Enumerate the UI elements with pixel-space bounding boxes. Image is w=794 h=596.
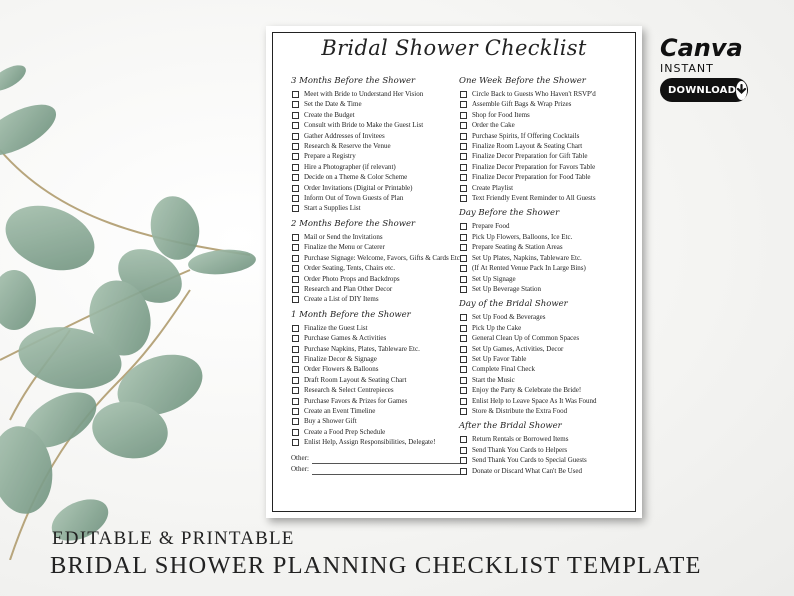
checklist-item-label: (If At Rented Venue Pack In Large Bins) bbox=[472, 264, 586, 273]
checklist-item bbox=[291, 99, 463, 109]
checklist-item-label: Research and Plan Other Decor bbox=[304, 284, 393, 293]
download-badge bbox=[660, 78, 748, 102]
checklist-item-label: Create a List of DIY Items bbox=[304, 295, 379, 304]
checklist-item-label: Prepare Food bbox=[472, 222, 510, 231]
eucalyptus-branch-image bbox=[0, 0, 280, 560]
checkbox-icon[interactable] bbox=[460, 133, 467, 140]
checklist-item-label: Finalize Decor Preparation for Gift Table bbox=[472, 152, 588, 161]
other-line[interactable] bbox=[291, 464, 463, 475]
checklist-item bbox=[291, 263, 463, 273]
section-heading: 3 Months Before the Shower bbox=[291, 76, 416, 86]
checkbox-icon[interactable] bbox=[292, 276, 299, 283]
checklist-item bbox=[291, 203, 463, 213]
checklist-item-label: Create the Budget bbox=[304, 110, 355, 119]
canva-brand bbox=[660, 36, 750, 102]
checklist-item bbox=[459, 466, 631, 476]
checklist-item-label: Pick Up the Cake bbox=[472, 323, 522, 332]
checkbox-icon[interactable] bbox=[460, 387, 467, 394]
checklist-item bbox=[459, 274, 631, 284]
right-column bbox=[459, 76, 631, 481]
checkbox-icon[interactable] bbox=[292, 234, 299, 241]
checklist-item-label: Purchase Favors & Prizes for Games bbox=[304, 396, 408, 405]
checklist-item-label: Text Friendly Event Reminder to All Guests bbox=[472, 194, 596, 203]
checklist-item-label: Prepare Seating & Station Areas bbox=[472, 243, 563, 252]
checkbox-icon[interactable] bbox=[292, 356, 299, 363]
checkbox-icon[interactable] bbox=[460, 122, 467, 129]
checklist-item-label: Finalize the Guest List bbox=[304, 323, 368, 332]
section-heading: 1 Month Before the Shower bbox=[291, 309, 411, 320]
checkbox-icon[interactable] bbox=[292, 91, 299, 98]
checklist-item bbox=[459, 131, 631, 141]
checkbox-icon[interactable] bbox=[460, 255, 467, 262]
checklist-item bbox=[291, 344, 463, 354]
checkbox-icon[interactable] bbox=[460, 91, 467, 98]
checkbox-icon[interactable] bbox=[292, 143, 299, 150]
section-heading: After the Bridal Shower bbox=[459, 421, 562, 432]
checkbox-icon[interactable] bbox=[292, 174, 299, 181]
checkbox-icon[interactable] bbox=[292, 398, 299, 405]
checkbox-icon[interactable] bbox=[460, 325, 467, 332]
checklist-item bbox=[459, 385, 631, 395]
checklist-item bbox=[459, 312, 631, 322]
checklist-item bbox=[459, 333, 631, 343]
checkbox-icon[interactable] bbox=[292, 387, 299, 394]
checklist-item-label: Enjoy the Party & Celebrate the Bride! bbox=[472, 386, 582, 395]
checklist-item-label: Set the Date & Time bbox=[304, 100, 362, 109]
checklist-item-label: Send Thank You Cards to Special Guests bbox=[472, 456, 587, 465]
checklist-item bbox=[291, 416, 463, 426]
checkbox-icon[interactable] bbox=[460, 457, 467, 464]
checklist-item bbox=[459, 263, 631, 273]
checklist-item bbox=[291, 323, 463, 333]
checklist-item-label: Start the Music bbox=[472, 375, 515, 384]
checkbox-icon[interactable] bbox=[460, 234, 467, 241]
tagline-title: BRIDAL SHOWER PLANNING CHECKLIST TEMPLATE bbox=[50, 552, 702, 579]
checklist-item-label: Order Invitations (Digital or Printable) bbox=[304, 183, 413, 192]
checklist-item-label: Research & Reserve the Venue bbox=[304, 142, 391, 151]
checklist-section bbox=[459, 208, 631, 294]
checklist-item bbox=[291, 131, 463, 141]
checklist-item-label: Enlist Help to Leave Space As It Was Found bbox=[472, 396, 597, 405]
checklist-item bbox=[291, 89, 463, 99]
checklist-item-label: Set Up Food & Beverages bbox=[472, 313, 546, 322]
checklist-sheet bbox=[266, 26, 642, 518]
checkbox-icon[interactable] bbox=[460, 356, 467, 363]
checkbox-icon[interactable] bbox=[460, 346, 467, 353]
checklist-item-label: Prepare a Registry bbox=[304, 152, 356, 161]
checklist-item-label: Finalize Decor Preparation for Favors Table bbox=[472, 162, 596, 171]
checklist-item-label: Order Photo Props and Backdrops bbox=[304, 274, 400, 283]
checkbox-icon[interactable] bbox=[460, 314, 467, 321]
checkbox-icon[interactable] bbox=[292, 346, 299, 353]
checklist-item-label: Mail or Send the Invitations bbox=[304, 232, 383, 241]
checkbox-icon[interactable] bbox=[460, 223, 467, 230]
checklist-item-label: Draft Room Layout & Seating Chart bbox=[304, 375, 407, 384]
checklist-item-label: Set Up Beverage Station bbox=[472, 284, 542, 293]
checklist-item-label: Purchase Games & Activities bbox=[304, 334, 387, 343]
checkbox-icon[interactable] bbox=[460, 447, 467, 454]
checklist-item-label: Enlist Help, Assign Responsibilities, Delegate! bbox=[304, 438, 436, 447]
other-label: Other: bbox=[291, 453, 309, 462]
checklist-item bbox=[459, 396, 631, 406]
checklist-item bbox=[459, 183, 631, 193]
checklist-item bbox=[459, 110, 631, 120]
checklist-item-label: Return Rentals or Borrowed Items bbox=[472, 435, 569, 444]
sheet-title: Bridal Shower Checklist bbox=[321, 36, 587, 60]
checkbox-icon[interactable] bbox=[292, 255, 299, 262]
checklist-section bbox=[291, 76, 463, 214]
checkbox-icon[interactable] bbox=[460, 185, 467, 192]
checkbox-icon[interactable] bbox=[292, 439, 299, 446]
checklist-item bbox=[459, 221, 631, 231]
checkbox-icon[interactable] bbox=[460, 436, 467, 443]
checklist-item bbox=[291, 406, 463, 416]
checkbox-icon[interactable] bbox=[292, 286, 299, 293]
checklist-item bbox=[291, 364, 463, 374]
checkbox-icon[interactable] bbox=[292, 185, 299, 192]
checklist-item bbox=[291, 427, 463, 437]
other-line[interactable] bbox=[291, 453, 463, 464]
checkbox-icon[interactable] bbox=[460, 174, 467, 181]
download-arrow-icon bbox=[736, 81, 747, 100]
checklist-item-label: Order Flowers & Balloons bbox=[304, 365, 379, 374]
checklist-item bbox=[291, 172, 463, 182]
checkbox-icon[interactable] bbox=[292, 377, 299, 384]
checklist-item-label: Shop for Food Items bbox=[472, 110, 530, 119]
checklist-item-label: Donate or Discard What Can't Be Used bbox=[472, 466, 582, 475]
checkbox-icon[interactable] bbox=[292, 265, 299, 272]
checkbox-icon[interactable] bbox=[460, 101, 467, 108]
checklist-item-label: Purchase Napkins, Plates, Tableware Etc. bbox=[304, 344, 420, 353]
checklist-item-label: Hire a Photographer (if relevant) bbox=[304, 162, 396, 171]
write-in-line[interactable] bbox=[312, 455, 463, 464]
checklist-item bbox=[459, 284, 631, 294]
other-label: Other: bbox=[291, 464, 309, 473]
checkbox-icon[interactable] bbox=[292, 133, 299, 140]
checkbox-icon[interactable] bbox=[460, 335, 467, 342]
checklist-item bbox=[291, 333, 463, 343]
checklist-item-label: Assemble Gift Bags & Wrap Prizes bbox=[472, 100, 572, 109]
tagline-editable-printable: EDITABLE & PRINTABLE bbox=[52, 528, 295, 549]
checklist-item-label: Set Up Plates, Napkins, Tableware Etc. bbox=[472, 253, 582, 262]
checklist-item bbox=[459, 375, 631, 385]
checklist-item-label: Research & Select Centrepieces bbox=[304, 386, 394, 395]
checkbox-icon[interactable] bbox=[460, 244, 467, 251]
checkbox-icon[interactable] bbox=[460, 195, 467, 202]
download-label: DOWNLOAD bbox=[668, 84, 737, 96]
section-heading: Day of the Bridal Shower bbox=[459, 299, 568, 310]
checklist-item-label: Purchase Spirits, If Offering Cocktails bbox=[472, 131, 580, 140]
checklist-item-label: Complete Final Check bbox=[472, 365, 535, 374]
checklist-item bbox=[459, 445, 631, 455]
checkbox-icon[interactable] bbox=[292, 366, 299, 373]
checkbox-icon[interactable] bbox=[460, 153, 467, 160]
checklist-item-label: Pick Up Flowers, Balloons, Ice Etc. bbox=[472, 232, 573, 241]
checklist-item bbox=[459, 172, 631, 182]
checklist-item-label: Decide on a Theme & Color Scheme bbox=[304, 173, 408, 182]
checklist-item-label: Purchase Signage: Welcome, Favors, Gifts & Cards Etc. bbox=[304, 253, 462, 262]
checklist-item-label: Finalize Room Layout & Seating Chart bbox=[472, 142, 583, 151]
checkbox-icon[interactable] bbox=[460, 468, 467, 475]
checklist-item-label: Create Playlist bbox=[472, 183, 514, 192]
instant-label: INSTANT bbox=[660, 62, 714, 75]
checklist-item bbox=[291, 354, 463, 364]
section-heading: Day Before the Shower bbox=[459, 208, 560, 219]
checkbox-icon[interactable] bbox=[292, 408, 299, 415]
checklist-item bbox=[459, 323, 631, 333]
checklist-item-label: Set Up Favor Table bbox=[472, 354, 527, 363]
checklist-item-label: Create a Food Prep Schedule bbox=[304, 427, 386, 436]
checklist-section bbox=[459, 76, 631, 203]
checklist-item bbox=[291, 232, 463, 242]
checklist-item bbox=[459, 344, 631, 354]
checklist-item bbox=[459, 253, 631, 263]
checkbox-icon[interactable] bbox=[292, 244, 299, 251]
checklist-item-label: Start a Supplies List bbox=[304, 204, 361, 213]
checklist-item-label: Consult with Bride to Make the Guest List bbox=[304, 121, 424, 130]
checklist-item-label: Finalize Decor Preparation for Food Table bbox=[472, 173, 591, 182]
checklist-item bbox=[459, 364, 631, 374]
checklist-item bbox=[291, 274, 463, 284]
checklist-item bbox=[291, 242, 463, 252]
checkbox-icon[interactable] bbox=[292, 101, 299, 108]
checklist-item bbox=[459, 89, 631, 99]
checklist-item bbox=[291, 375, 463, 385]
checklist-item-label: Create an Event Timeline bbox=[304, 406, 376, 415]
canva-logo: Canva bbox=[660, 34, 743, 62]
checklist-item bbox=[459, 406, 631, 416]
checklist-item bbox=[459, 434, 631, 444]
checkbox-icon[interactable] bbox=[460, 164, 467, 171]
checkbox-icon[interactable] bbox=[292, 153, 299, 160]
checklist-item-label: Gather Addresses of Invitees bbox=[304, 131, 385, 140]
checkbox-icon[interactable] bbox=[292, 205, 299, 212]
checkbox-icon[interactable] bbox=[460, 276, 467, 283]
checkbox-icon[interactable] bbox=[460, 112, 467, 119]
checklist-item-label: Order Seating, Tents, Chairs etc. bbox=[304, 264, 395, 273]
section-heading: One Week Before the Shower bbox=[459, 76, 586, 86]
checkbox-icon[interactable] bbox=[460, 377, 467, 384]
checklist-item-label: Set Up Games, Activities, Decor bbox=[472, 344, 564, 353]
checklist-item bbox=[291, 284, 463, 294]
checkbox-icon[interactable] bbox=[292, 122, 299, 129]
checklist-section bbox=[459, 421, 631, 476]
checkbox-icon[interactable] bbox=[292, 164, 299, 171]
checkbox-icon[interactable] bbox=[292, 112, 299, 119]
checklist-item bbox=[459, 151, 631, 161]
checklist-item bbox=[291, 151, 463, 161]
checklist-item bbox=[459, 99, 631, 109]
checklist-item bbox=[291, 141, 463, 151]
left-column bbox=[291, 76, 463, 475]
checklist-item-label: Circle Back to Guests Who Haven't RSVP'd bbox=[472, 90, 596, 98]
checklist-item bbox=[291, 183, 463, 193]
checkbox-icon[interactable] bbox=[460, 143, 467, 150]
checklist-item bbox=[291, 437, 463, 447]
checkbox-icon[interactable] bbox=[292, 195, 299, 202]
checklist-item bbox=[291, 110, 463, 120]
checklist-item bbox=[291, 193, 463, 203]
checklist-item bbox=[291, 294, 463, 304]
checklist-item bbox=[459, 354, 631, 364]
checklist-item bbox=[459, 141, 631, 151]
checkbox-icon[interactable] bbox=[460, 265, 467, 272]
checklist-item-label: Inform Out of Town Guests of Plan bbox=[304, 194, 404, 203]
checklist-item-label: Finalize Decor & Signage bbox=[304, 354, 377, 363]
checklist-item bbox=[291, 396, 463, 406]
checklist-item bbox=[459, 455, 631, 465]
checklist-item-label: Buy a Shower Gift bbox=[304, 417, 357, 426]
checklist-section bbox=[291, 219, 463, 305]
checkbox-icon[interactable] bbox=[460, 398, 467, 405]
checklist-item bbox=[291, 253, 463, 263]
checkbox-icon[interactable] bbox=[292, 335, 299, 342]
checklist-item bbox=[459, 120, 631, 130]
checklist-item-label: Meet with Bride to Understand Her Vision bbox=[304, 90, 424, 98]
checkbox-icon[interactable] bbox=[292, 325, 299, 332]
checklist-item bbox=[291, 162, 463, 172]
checklist-section bbox=[459, 299, 631, 416]
checkbox-icon[interactable] bbox=[292, 418, 299, 425]
checklist-item bbox=[291, 120, 463, 130]
checkbox-icon[interactable] bbox=[292, 296, 299, 303]
checklist-item bbox=[459, 242, 631, 252]
checklist-item bbox=[291, 385, 463, 395]
checklist-item-label: Set Up Signage bbox=[472, 274, 516, 283]
checkbox-icon[interactable] bbox=[460, 366, 467, 373]
checklist-item bbox=[459, 232, 631, 242]
checklist-item-label: General Clean Up of Common Spaces bbox=[472, 334, 580, 343]
checklist-item-label: Store & Distribute the Extra Food bbox=[472, 406, 568, 415]
write-in-line[interactable] bbox=[312, 466, 463, 475]
checkbox-icon[interactable] bbox=[460, 286, 467, 293]
checkbox-icon[interactable] bbox=[460, 408, 467, 415]
checklist-item-label: Order the Cake bbox=[472, 121, 515, 130]
checklist-item bbox=[459, 162, 631, 172]
section-heading: 2 Months Before the Shower bbox=[291, 218, 416, 229]
checkbox-icon[interactable] bbox=[292, 429, 299, 436]
checklist-section bbox=[291, 310, 463, 448]
checklist-item-label: Send Thank You Cards to Helpers bbox=[472, 445, 568, 454]
checklist-item bbox=[459, 193, 631, 203]
checklist-item-label: Finalize the Menu or Caterer bbox=[304, 243, 385, 252]
